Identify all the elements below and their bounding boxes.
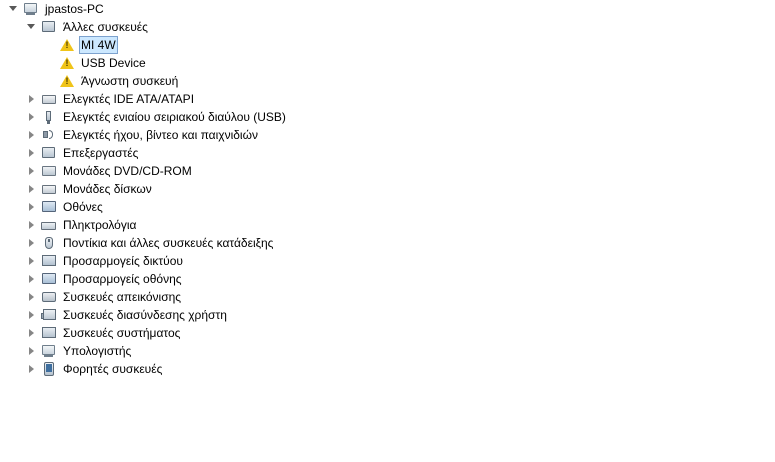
mouse-icon: [40, 235, 58, 251]
expand-triangle-icon[interactable]: [24, 306, 40, 324]
tree-node-πληκτρολόγια[interactable]: [0, 216, 775, 234]
tree-node-υπολογιστής[interactable]: [0, 342, 775, 360]
tree-node-label[interactable]: Ελεγκτές ενιαίου σειριακού διαύλου (USB): [63, 110, 286, 124]
tree-node-label[interactable]: USB Device: [81, 56, 146, 70]
tree-node-label[interactable]: Μονάδες δίσκων: [63, 182, 152, 196]
tree-node-άλλες-συσκευές[interactable]: [0, 18, 775, 36]
tree-node-ελεγκτές-ήχου-βίντεο-και-παιχνιδιών[interactable]: [0, 126, 775, 144]
tree-node-label[interactable]: Μονάδες DVD/CD-ROM: [63, 164, 192, 178]
computer-icon: [40, 343, 58, 359]
warning-icon: [58, 55, 76, 71]
expand-triangle-icon[interactable]: [24, 180, 40, 198]
collapse-triangle-icon[interactable]: [6, 0, 22, 18]
tree-node-label[interactable]: Συσκευές συστήματος: [63, 326, 181, 340]
tree-node-label[interactable]: Επεξεργαστές: [63, 146, 139, 160]
disc-icon: [40, 163, 58, 179]
tree-node-label[interactable]: jpastos-PC: [45, 2, 104, 16]
expand-triangle-icon[interactable]: [24, 108, 40, 126]
expand-triangle-icon[interactable]: [24, 90, 40, 108]
tree-node-οθόνες[interactable]: [0, 198, 775, 216]
tree-node-label[interactable]: Φορητές συσκευές: [63, 362, 163, 376]
expand-triangle-icon[interactable]: [24, 144, 40, 162]
tree-node-label[interactable]: Άλλες συσκευές: [63, 20, 148, 34]
tree-node-label[interactable]: Ελεγκτές ήχου, βίντεο και παιχνιδιών: [63, 128, 258, 142]
tree-node-label[interactable]: Συσκευές απεικόνισης: [63, 290, 182, 304]
expand-triangle-icon[interactable]: [24, 126, 40, 144]
no-expander-spacer: [42, 72, 58, 90]
icon-body: [41, 222, 56, 230]
usb-icon: [40, 109, 58, 125]
tree-node-άγνωστη-συσκευή[interactable]: [0, 72, 775, 90]
tree-node-label[interactable]: Προσαρμογείς οθόνης: [63, 272, 182, 286]
tree-node-ποντίκια-και-άλλες-συσκευές-κατάδειξης[interactable]: [0, 234, 775, 252]
tree-node-προσαρμογείς-οθόνης[interactable]: [0, 270, 775, 288]
tree-node-label[interactable]: Προσαρμογείς δικτύου: [63, 254, 183, 268]
icon-body: [42, 201, 56, 212]
expand-triangle-icon[interactable]: [24, 162, 40, 180]
tree-node-μονάδες-dvd-cd-rom[interactable]: [0, 162, 775, 180]
expand-triangle-icon[interactable]: [24, 342, 40, 360]
camera-icon: [40, 289, 58, 305]
warning-icon: [58, 73, 76, 89]
icon-body: [42, 327, 56, 338]
tree-node-μονάδες-δίσκων[interactable]: [0, 180, 775, 198]
expand-triangle-icon[interactable]: [24, 324, 40, 342]
icon-body: [43, 309, 56, 320]
portable-icon: [40, 361, 58, 377]
tree-node-ελεγκτές-ide-ata-atapi[interactable]: [0, 90, 775, 108]
network-icon: [40, 253, 58, 269]
icon-body: [42, 273, 56, 284]
expand-triangle-icon[interactable]: [24, 234, 40, 252]
system-icon: [40, 325, 58, 341]
icon-body: [59, 75, 74, 87]
tree-node-label[interactable]: Συσκευές διασύνδεσης χρήστη: [63, 308, 227, 322]
icon-body: [24, 3, 37, 13]
tree-node-φορητές-συσκευές[interactable]: [0, 360, 775, 378]
tree-node-jpastos-pc[interactable]: [0, 0, 775, 18]
icon-body: [41, 363, 56, 375]
icon-body: [41, 111, 56, 123]
icon-body: [42, 345, 55, 355]
expand-triangle-icon[interactable]: [24, 288, 40, 306]
icon-body: [42, 166, 56, 176]
icon-body: [42, 255, 56, 266]
speaker-icon: [40, 127, 58, 143]
monitor-icon: [40, 271, 58, 287]
tree-node-label[interactable]: Άγνωστη συσκευή: [81, 74, 179, 88]
expand-triangle-icon[interactable]: [24, 270, 40, 288]
tree-node-συσκευές-απεικόνισης[interactable]: [0, 288, 775, 306]
icon-body: [42, 147, 55, 158]
keyboard-icon: [40, 217, 58, 233]
icon-body: [59, 39, 74, 51]
expand-triangle-icon[interactable]: [24, 198, 40, 216]
tree-node-συσκευές-συστήματος[interactable]: [0, 324, 775, 342]
collapse-triangle-icon[interactable]: [24, 18, 40, 36]
hid-icon: [40, 307, 58, 323]
expand-triangle-icon[interactable]: [24, 360, 40, 378]
expand-triangle-icon[interactable]: [24, 252, 40, 270]
icon-body: [41, 237, 56, 249]
tree-node-συσκευές-διασύνδεσης-χρήστη[interactable]: [0, 306, 775, 324]
icon-body: [42, 21, 55, 32]
tree-node-label[interactable]: Υπολογιστής: [63, 344, 132, 358]
computer-icon: [22, 1, 40, 17]
tree-node-προσαρμογείς-δικτύου[interactable]: [0, 252, 775, 270]
drive-icon: [40, 181, 58, 197]
tree-node-επεξεργαστές[interactable]: [0, 144, 775, 162]
chip-icon: [40, 145, 58, 161]
tree-node-mi-4w[interactable]: [0, 36, 775, 54]
tree-node-label[interactable]: Οθόνες: [63, 200, 103, 214]
tree-node-ελεγκτές-ενιαίου-σειριακού-διαύλου-usb[interactable]: [0, 108, 775, 126]
tree-node-label[interactable]: Ποντίκια και άλλες συσκευές κατάδειξης: [63, 236, 274, 250]
warning-icon: [58, 37, 76, 53]
tree-node-label[interactable]: MI 4W: [81, 38, 116, 52]
tree-node-label[interactable]: Ελεγκτές IDE ATA/ATAPI: [63, 92, 195, 106]
monitor-icon: [40, 199, 58, 215]
tree-node-label[interactable]: Πληκτρολόγια: [63, 218, 137, 232]
drive-icon: [40, 91, 58, 107]
icon-body: [41, 129, 56, 141]
icon-body: [42, 185, 56, 194]
expand-triangle-icon[interactable]: [24, 216, 40, 234]
no-expander-spacer: [42, 54, 58, 72]
tree-node-usb-device[interactable]: [0, 54, 775, 72]
icon-body: [59, 57, 74, 69]
icon-body: [42, 95, 56, 104]
chip-icon: [40, 19, 58, 35]
icon-body: [42, 292, 56, 302]
no-expander-spacer: [42, 36, 58, 54]
